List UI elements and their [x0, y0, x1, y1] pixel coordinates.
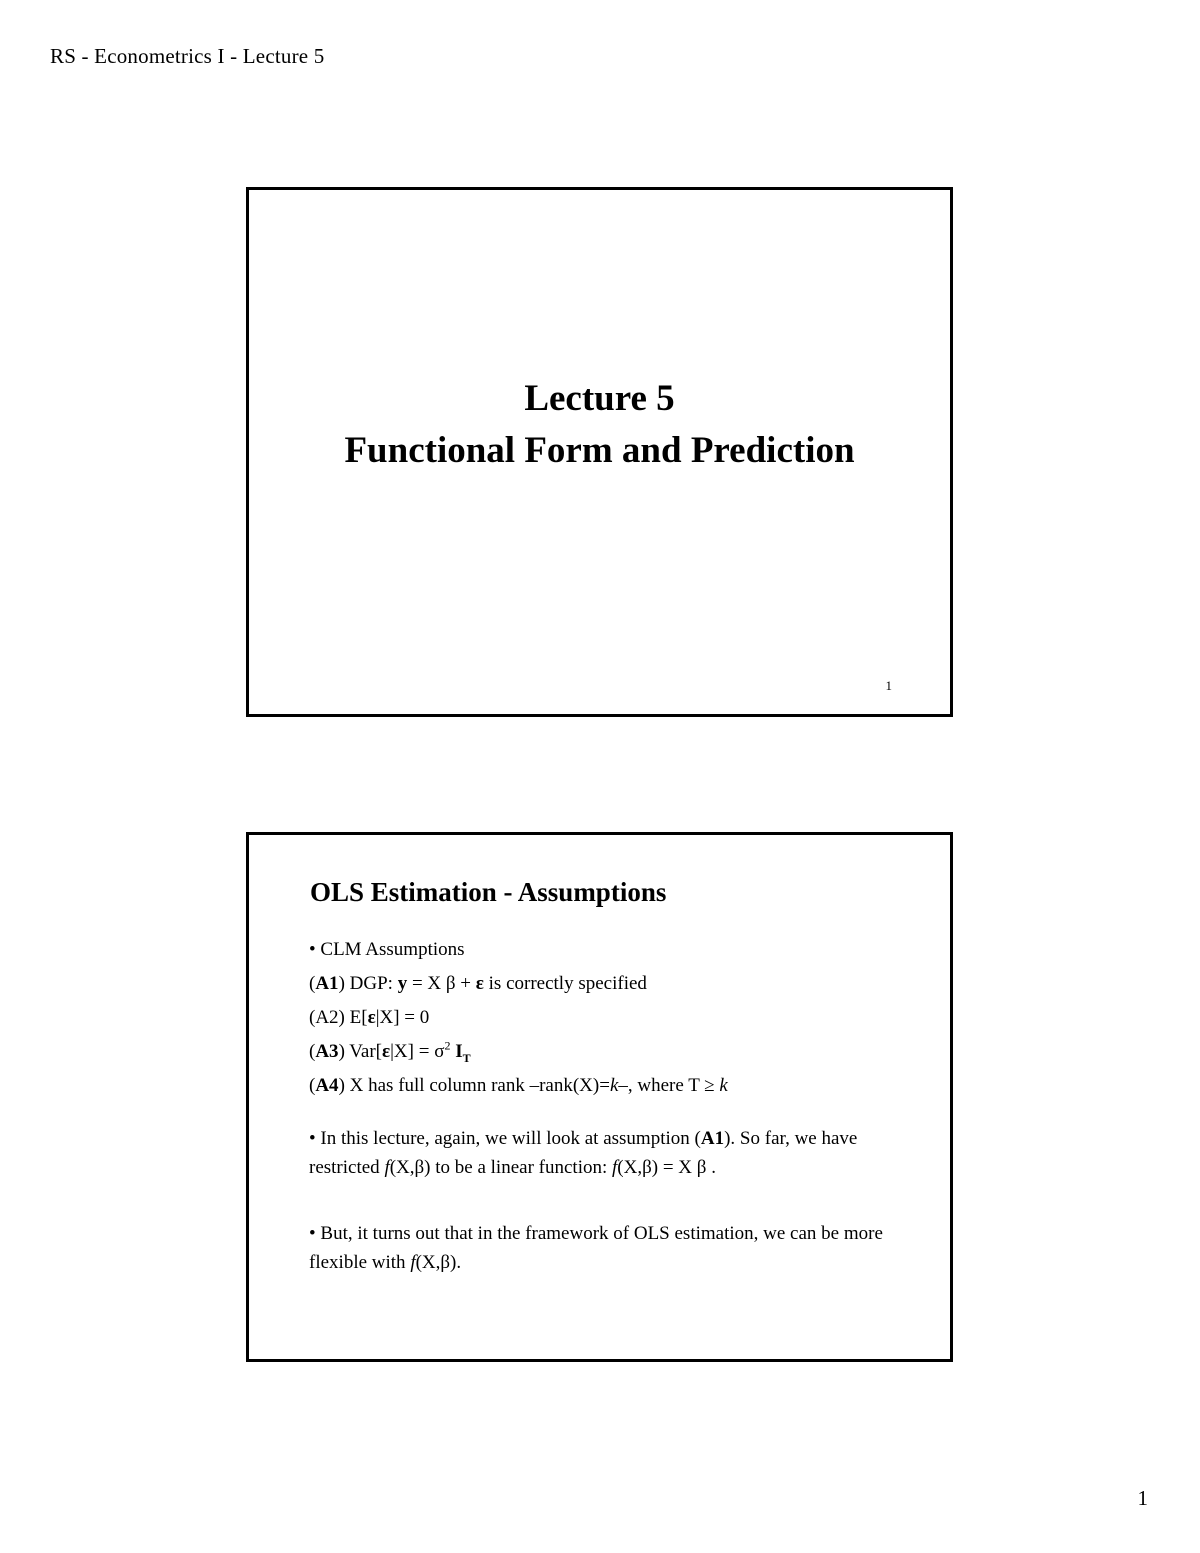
- slide-1-title: [249, 373, 950, 477]
- title-line-1: Lecture 5: [524, 378, 675, 419]
- bullet-clm-assumptions: • CLM Assumptions: [309, 939, 465, 960]
- assumption-a4: (A4) X has full column rank –rank(X)=k–, where T ≥ k: [309, 1075, 728, 1096]
- slide-2-body: [309, 933, 929, 1277]
- running-header: RS - Econometrics I - Lecture 5: [50, 44, 325, 68]
- slide-1: [246, 187, 953, 717]
- slide-2-title: OLS Estimation - Assumptions: [310, 877, 667, 907]
- page-number: 1: [1137, 1486, 1148, 1510]
- slide-1-number: 1: [885, 678, 892, 693]
- title-line-2: Functional Form and Prediction: [344, 430, 855, 471]
- assumption-a3: (A3) $Var[\varepsilon|X] = \sigma^2$ $I_T$: [309, 1038, 471, 1065]
- paragraph-flexibility: • But, it turns out that in the framework of OLS estimation, we can be more flexible with f(X,β).: [309, 1223, 883, 1273]
- slide-2: [246, 832, 953, 1362]
- assumption-a1: (A1) DGP: y = X β + ε is correctly specified: [309, 973, 647, 994]
- assumption-a2: (A2) E[ε|X] = 0: [309, 1007, 430, 1028]
- paragraph-lecture-focus: • In this lecture, again, we will look at assumption (A1). So far, we have restricted f(X,β) to be a linear function: f(X,β) = X β .: [309, 1128, 858, 1178]
